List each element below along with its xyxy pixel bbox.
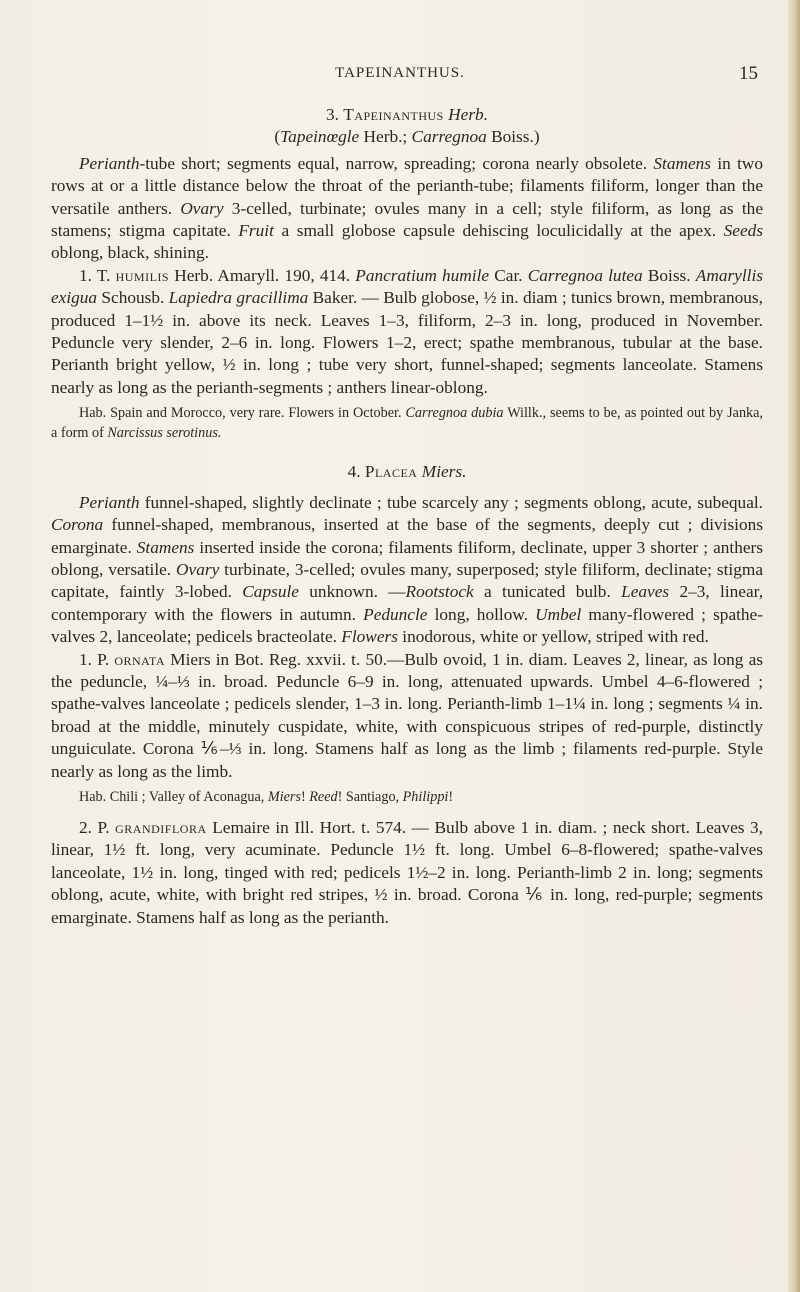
species-name: grandiflora xyxy=(115,817,207,837)
running-head xyxy=(0,63,800,87)
habitat-note xyxy=(51,787,763,807)
synonym-author: Boiss. xyxy=(491,127,534,147)
genus-author: Miers. xyxy=(421,462,467,482)
species-entry xyxy=(51,265,763,399)
text: Miers in Bot. Reg. xxvii. t. 50.—Bulb ovoid, 1 in. diam. Leaves 2, linear, as long as the peduncle, ¼–⅓ in. broad. Peduncle 6–9 in. long, attenuated upwards. Umbel 4–6-flowered ; spathe-valves lanceolate ; pedicels slender, 1–3 in. long. Perianth-limb 1–1¼ in. long ; segments ¼ in. broad at the middle, minutely cuspidate, white, with conspicuous stripes of red-purple, distinctly unguiculate. Corona ⅙–⅓ in. long. Stamens half as long as the limb ; filaments red-purple. Style nearly as long as the limb. xyxy=(51,649,764,781)
running-head-title: TAPEINANTHUS. xyxy=(335,65,465,81)
text: Willk., seems to be, as pointed out by Janka, a form of xyxy=(51,405,763,442)
genus-number: 4. xyxy=(347,462,361,482)
term: Fruit xyxy=(238,221,274,241)
text: many-flowered ; spathe-valves 2, lanceolate; pedicels bracteolate. xyxy=(51,604,763,647)
genus-name: Placea xyxy=(364,462,418,482)
text: funnel-shaped, membranous, inserted at the base of the segments, deeply cut ; divisions emarginate. xyxy=(51,515,763,557)
synonym: Tapeinœgle xyxy=(280,127,360,147)
collector: Miers xyxy=(267,788,301,805)
synonym: Carregnoa dubia xyxy=(405,405,504,422)
synonym: Narcissus serotinus. xyxy=(107,425,222,442)
text: a small globose capsule dehiscing loculicidally at the apex. xyxy=(281,221,717,241)
genus-author: Herb. xyxy=(448,105,489,124)
species-name: humilis xyxy=(115,265,170,285)
text: Hab. Spain and Morocco, very rare. Flowers in October. xyxy=(79,405,402,422)
text: Car. xyxy=(494,265,523,285)
text: unknown. — xyxy=(309,582,406,602)
synonym: Lapiedra gracillima xyxy=(168,288,309,308)
page-number: 15 xyxy=(739,63,758,84)
page-body xyxy=(51,104,763,929)
term: Ovary xyxy=(180,198,224,218)
species-entry xyxy=(51,649,763,783)
text: 2–3, linear, contemporary with the flowers in autumn. xyxy=(51,582,764,624)
term: Seeds xyxy=(723,221,763,241)
term: Umbel xyxy=(535,604,582,624)
spacer xyxy=(51,807,763,817)
text: -tube short; segments equal, narrow, spreading; corona nearly obsolete. xyxy=(139,153,648,173)
habitat-note xyxy=(51,403,763,443)
spacer xyxy=(51,443,763,461)
term: Flowers xyxy=(341,627,398,647)
text: Herb. Amaryll. 190, 414. xyxy=(174,265,351,285)
text: funnel-shaped, slightly declinate ; tube scarcely any ; segments oblong, acute, subequal. xyxy=(144,492,763,512)
species-number: 1. T. xyxy=(79,265,111,285)
species-number: 1. P. xyxy=(79,649,110,669)
species-entry xyxy=(51,817,763,929)
synonym: Carregnoa xyxy=(411,127,487,147)
collector: Reed xyxy=(309,788,338,805)
text: turbinate, 3-celled; ovules many, superposed; style filiform, declinate; stigma capitate, faintly 3-lobed. xyxy=(51,559,763,602)
text: ! xyxy=(300,788,306,805)
text: 3-celled, turbinate; ovules many in a cell; style filiform, as long as the stamens; stigma capitate. xyxy=(51,198,763,241)
term: Perianth xyxy=(79,153,140,173)
text: a tunicated bulb. xyxy=(484,582,611,602)
synonym: Amaryllis exigua xyxy=(51,265,763,308)
term: Capsule xyxy=(242,582,299,602)
text: inodorous, white or yellow, striped with red. xyxy=(402,627,709,647)
synonym: Pancratium humile xyxy=(355,265,490,285)
term: Leaves xyxy=(621,582,670,602)
page-edge xyxy=(788,0,800,1292)
genus-heading-placea xyxy=(51,461,763,483)
text: ! xyxy=(448,788,454,805)
text: in two rows at or a little distance below the throat of the perianth-tube; filaments filiform, longer than the versatile anthers. xyxy=(51,153,763,218)
term: Peduncle xyxy=(363,604,428,624)
genus-heading-tapeinanthus xyxy=(51,104,763,126)
term: Stamens xyxy=(136,537,195,557)
text: oblong, black, shining. xyxy=(51,243,209,263)
text: Schousb. xyxy=(101,288,165,308)
collector: Philippi xyxy=(402,788,449,805)
synonym-author: Herb.; xyxy=(363,127,408,147)
text: inserted inside the corona; filaments filiform, declinate, upper 3 shorter ; anthers oblong, versatile. xyxy=(51,537,763,579)
text: ! Santiago, xyxy=(337,788,400,805)
term: Ovary xyxy=(176,559,220,579)
term: Perianth xyxy=(79,492,140,512)
species-name: ornata xyxy=(114,649,166,669)
species-number: 2. P. xyxy=(79,817,110,837)
genus-number: 3. xyxy=(325,105,339,124)
text: Boiss. xyxy=(647,265,691,285)
term: Corona xyxy=(51,515,104,535)
term: Stamens xyxy=(653,153,712,173)
genus-description xyxy=(51,153,763,265)
genus-description xyxy=(51,492,763,649)
genus-name: Tapeinanthus xyxy=(343,105,444,124)
synonym: Carregnoa lutea xyxy=(527,265,643,285)
genus-synonyms: (Tapeinœgle Herb.; Carregnoa Boiss.) xyxy=(274,127,540,147)
text: Lemaire in Ill. Hort. t. 574. — Bulb above 1 in. diam. ; neck short. Leaves 3, linear, 1½ ft. long, very acuminate. Peduncle 1½ ft. long. Umbel 6–8-flowered; spathe-valves lanceolate, 1½ in. long, tinged with red; pedicels 1½–2 in. long. Perianth-limb 2 in. long; segments oblong, acute, white, with bright red stripes, ½ in. broad. Corona ⅙ in. long, red-purple; segments emarginate. Stamens half as long as the perianth. xyxy=(51,817,763,927)
term: Rootstock xyxy=(405,582,474,602)
text: long, hollow. xyxy=(434,604,529,624)
text: Baker. — Bulb globose, ½ in. diam ; tunics brown, membranous, produced 1–1½ in. above its neck. Leaves 1–3, filiform, 2–3 in. long, produced in November. Peduncle very slender, 2–6 in. long. Flowers 1–2, erect; spathe membranous, tubular at the base. Perianth bright yellow, ½ in. long ; tube very short, funnel-shaped; segments lanceolate. Stamens nearly as long as the perianth-segments ; anthers linear-oblong. xyxy=(51,288,763,397)
text: Hab. Chili ; Valley of Aconagua, xyxy=(79,788,265,805)
